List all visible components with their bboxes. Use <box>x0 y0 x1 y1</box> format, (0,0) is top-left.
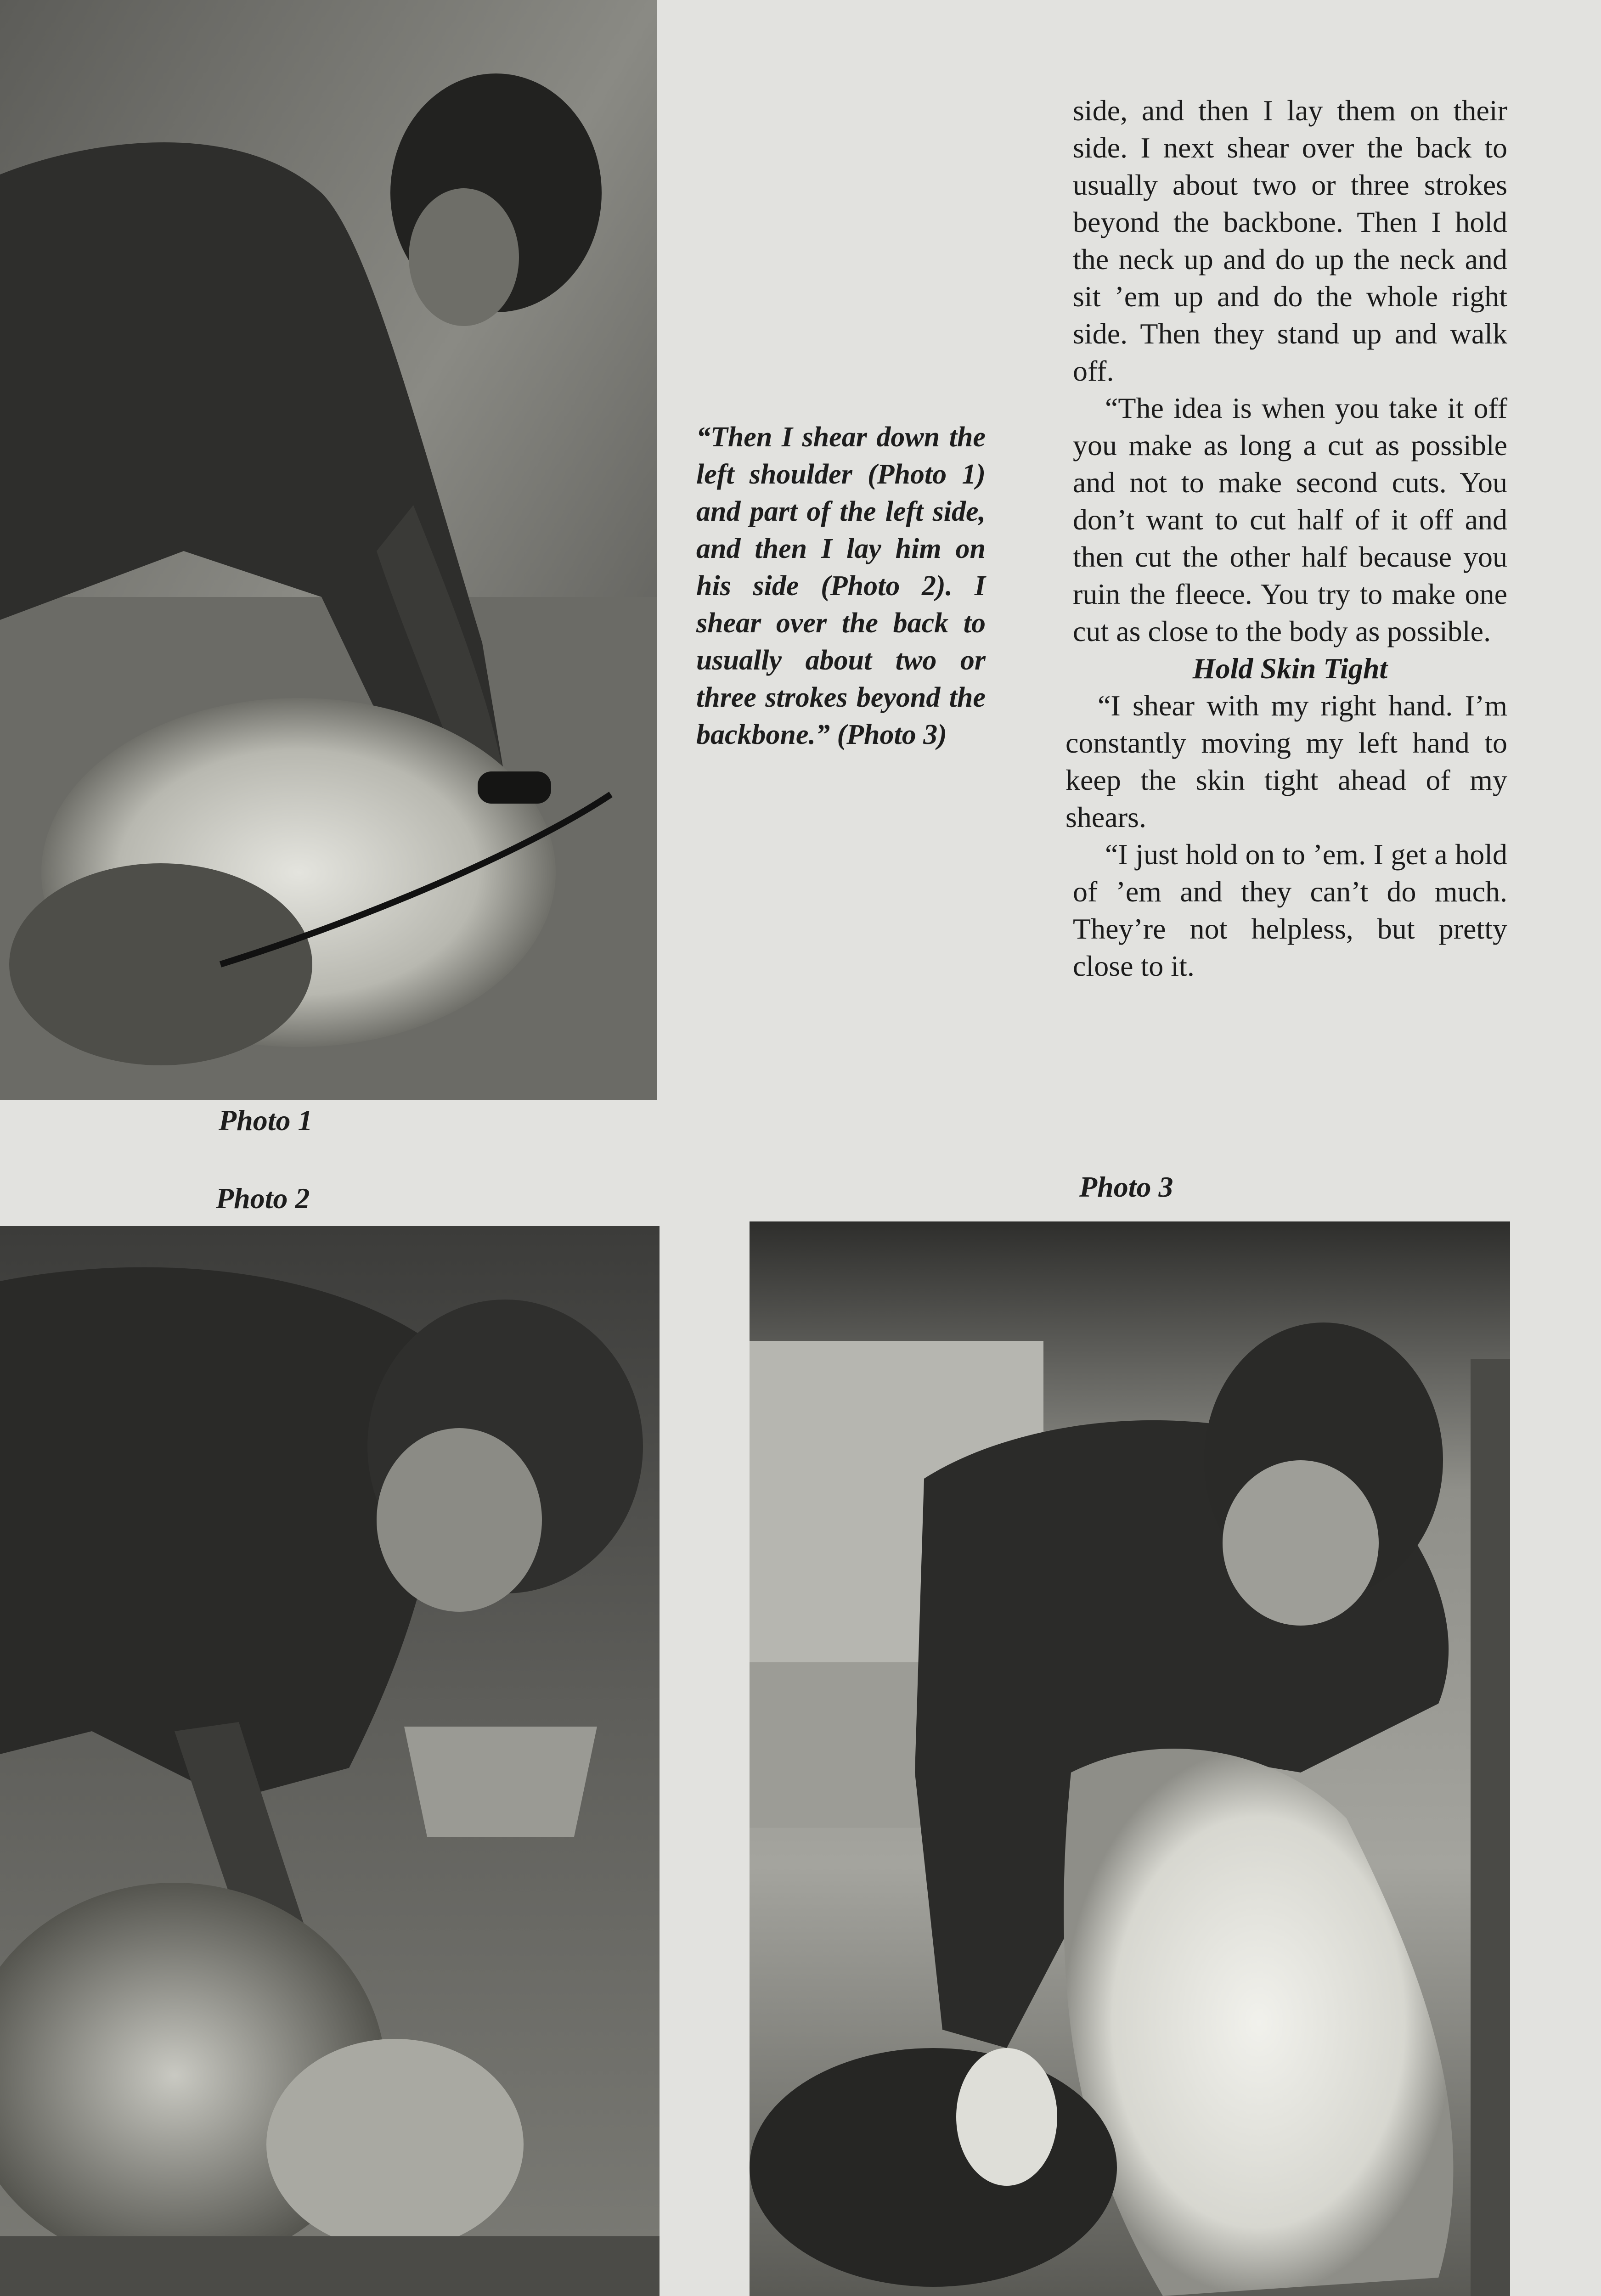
photo-2-image <box>0 1226 660 2296</box>
photo-3 <box>750 1221 1510 2296</box>
article-body <box>1065 92 1507 985</box>
photo-3-caption: Photo 3 <box>1079 1171 1173 1203</box>
photo-2-caption: Photo 2 <box>216 1182 310 1215</box>
photo-1 <box>0 0 657 1100</box>
photo-1-caption: Photo 1 <box>219 1104 313 1137</box>
article-subheading: Hold Skin Tight <box>1192 652 1388 685</box>
photo-3-image <box>750 1221 1510 2296</box>
article-paragraph-1: side, and then I lay them on their side. I next shear over the back to usually about two or three strokes beyond the backbone. Then I hold the neck up and do up the neck and sit ’em up and do the whole right side. Then they stand up and walk off. <box>1073 94 1507 387</box>
pull-quote: “Then I shear down the left shoulder (Photo 1) and part of the left side, and then I lay him on his side (Photo 2). I shear over the back to usually about two or three strokes beyond the backbone.” (Photo 3) <box>696 422 986 750</box>
article-paragraph-4: “I just hold on to ’em. I get a hold of ’em and they can’t do much. They’re not helpless, but pretty close to it. <box>1073 838 1507 982</box>
photo-1-image <box>0 0 657 1100</box>
article-paragraph-2: “The idea is when you take it off you make as long a cut as possible and not to make second cuts. You don’t want to cut half of it off and then cut the other half because you ruin the fleece. You try to make one cut as close to the body as possible. <box>1073 392 1507 647</box>
photo-2 <box>0 1226 660 2296</box>
article-paragraph-3: “I shear with my right hand. I’m constantly moving my left hand to keep the skin tight ahead of my shears. <box>1065 689 1507 833</box>
